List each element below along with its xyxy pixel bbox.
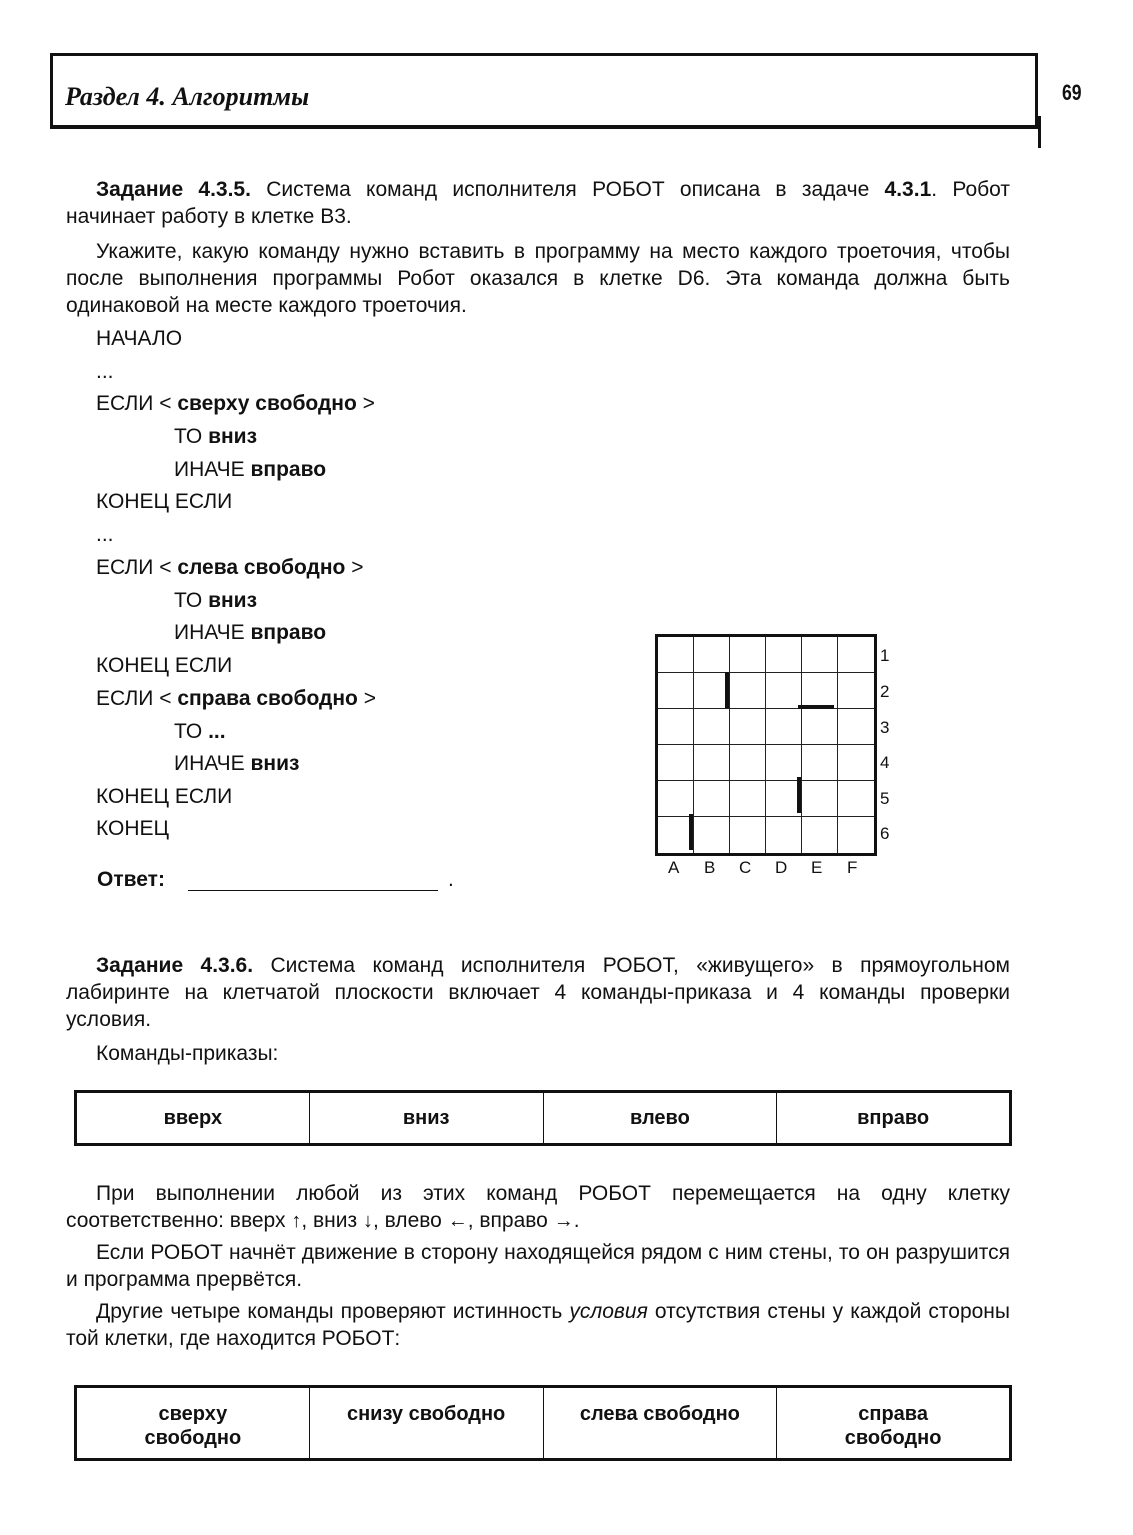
grid-cell bbox=[838, 637, 874, 673]
program-else-1: ИНАЧЕ вправо bbox=[174, 458, 327, 481]
grid-cell bbox=[802, 745, 838, 781]
program-end: КОНЕЦ bbox=[96, 817, 170, 840]
grid-row-label: 1 bbox=[880, 646, 890, 665]
answer-label: Ответ: bbox=[97, 868, 165, 891]
grid-cell bbox=[802, 709, 838, 745]
grid-cell bbox=[766, 709, 802, 745]
page-number: 69 bbox=[1062, 80, 1082, 105]
orders-caption: Команды-приказы: bbox=[96, 1042, 279, 1065]
program-dots: ... bbox=[96, 360, 114, 383]
grid-cell bbox=[658, 709, 694, 745]
answer-field[interactable] bbox=[188, 890, 438, 891]
grid-col-label: B bbox=[704, 858, 716, 877]
task-435-label: Задание 4.3.5. bbox=[96, 178, 251, 201]
arrow-up-icon: ↑ bbox=[291, 1210, 302, 1232]
maze-wall bbox=[798, 705, 834, 709]
move-description: При выполнении любой из этих команд РОБОТ перемещается на одну клетку соответственно: вверх ↑, вниз ↓, влево ←, вправо →. bbox=[66, 1182, 1010, 1232]
grid-cell bbox=[694, 745, 730, 781]
grid-cell bbox=[838, 709, 874, 745]
program-dots-2: ... bbox=[96, 523, 114, 546]
order-left: влево bbox=[543, 1092, 777, 1145]
task-435-question: Укажите, какую команду нужно вставить в программу на место каждого троеточия, чтобы после выполнения программы Робот оказался в клетке D6. Эта команда должна быть одинаковой на месте каждого троеточия. bbox=[66, 240, 1010, 317]
order-up: вверх bbox=[163, 1107, 223, 1129]
condition-top-free: сверху свободно bbox=[144, 1403, 242, 1449]
grid-cell bbox=[838, 745, 874, 781]
grid-cell bbox=[802, 817, 838, 853]
grid-cell bbox=[658, 637, 694, 673]
program-else-2: ИНАЧЕ вправо bbox=[174, 621, 327, 644]
arrow-down-icon: ↓ bbox=[362, 1210, 373, 1232]
order-right: вправо bbox=[777, 1092, 1011, 1145]
task-436-intro: Задание 4.3.6. Система команд исполнителя РОБОТ, «живущего» в прямоугольном лабиринте на клетчатой плоскости включает 4 команды-приказа и 4 команды проверки условия. bbox=[66, 954, 1010, 1031]
program-then-1: ТО вниз bbox=[174, 425, 258, 448]
grid-cell bbox=[694, 817, 730, 853]
grid-cell bbox=[730, 745, 766, 781]
grid-row-label: 5 bbox=[880, 789, 890, 808]
grid-cell bbox=[802, 673, 838, 709]
program-endif-3: КОНЕЦ ЕСЛИ bbox=[96, 785, 233, 808]
grid-cell bbox=[658, 745, 694, 781]
conditions-description: Другие четыре команды проверяют истинность условия отсутствия стены у каждой стороны той клетки, где находится РОБОТ: bbox=[66, 1300, 1010, 1350]
grid-cell bbox=[730, 673, 766, 709]
grid-cell bbox=[766, 817, 802, 853]
grid-cell bbox=[838, 673, 874, 709]
maze-wall bbox=[797, 777, 801, 813]
grid-cell bbox=[766, 745, 802, 781]
order-down: вниз bbox=[309, 1092, 543, 1145]
grid-cell bbox=[730, 817, 766, 853]
program-if-1: ЕСЛИ < сверху свободно > bbox=[96, 392, 375, 415]
grid-cell bbox=[694, 781, 730, 817]
orders-table bbox=[74, 1090, 1012, 1146]
grid-cell bbox=[730, 637, 766, 673]
grid-cell bbox=[730, 781, 766, 817]
program-else-3: ИНАЧЕ вниз bbox=[174, 752, 300, 775]
grid-cell bbox=[658, 673, 694, 709]
grid-cell bbox=[802, 781, 838, 817]
grid-col-label: D bbox=[775, 858, 788, 877]
program-endif-2: КОНЕЦ ЕСЛИ bbox=[96, 654, 233, 677]
answer-period: . bbox=[448, 868, 454, 891]
grid-cell bbox=[694, 709, 730, 745]
program-if-3: ЕСЛИ < справа свободно > bbox=[96, 687, 376, 710]
grid-cell bbox=[694, 637, 730, 673]
grid-row-label: 6 bbox=[880, 824, 890, 843]
section-header bbox=[50, 53, 1038, 129]
task-436-label: Задание 4.3.6. bbox=[96, 954, 254, 977]
grid-col-label: F bbox=[847, 858, 858, 877]
grid-col-label: A bbox=[668, 858, 680, 877]
grid-cell bbox=[838, 781, 874, 817]
grid-col-label: C bbox=[739, 858, 752, 877]
grid-row-label: 2 bbox=[880, 682, 890, 701]
arrow-left-icon: ← bbox=[447, 1210, 468, 1232]
maze-wall bbox=[689, 814, 693, 850]
grid-col-label: E bbox=[811, 858, 823, 877]
condition-left-free: слева свободно bbox=[543, 1387, 777, 1460]
grid-cell bbox=[802, 637, 838, 673]
grid-row-label: 4 bbox=[880, 753, 890, 772]
conditions-table bbox=[74, 1385, 1012, 1461]
program-if-2: ЕСЛИ < слева свободно > bbox=[96, 556, 364, 579]
program-then-2: ТО вниз bbox=[174, 589, 258, 612]
grid-cell bbox=[658, 781, 694, 817]
crash-description: Если РОБОТ начнёт движение в сторону находящейся рядом с ним стены, то он разрушится и программа прервётся. bbox=[66, 1241, 1010, 1291]
maze-wall bbox=[725, 672, 729, 708]
grid-cell bbox=[766, 673, 802, 709]
condition-bottom-free: снизу свободно bbox=[309, 1387, 543, 1460]
grid-cell bbox=[838, 817, 874, 853]
grid-row-label: 3 bbox=[880, 718, 890, 737]
program-begin: НАЧАЛО bbox=[96, 327, 183, 350]
task-435-intro: Задание 4.3.5. Система команд исполнителя РОБОТ описана в задаче 4.3.1. Робот начинает работу в клетке B3. bbox=[66, 178, 1011, 228]
program-endif-1: КОНЕЦ ЕСЛИ bbox=[96, 490, 233, 513]
section-title: Раздел 4. Алгоритмы bbox=[65, 82, 310, 111]
arrow-right-icon: → bbox=[553, 1210, 574, 1232]
program-then-3: ТО ... bbox=[174, 720, 226, 743]
grid-cell bbox=[766, 637, 802, 673]
grid-cell bbox=[730, 709, 766, 745]
condition-right-free: справа свободно bbox=[777, 1387, 1011, 1460]
